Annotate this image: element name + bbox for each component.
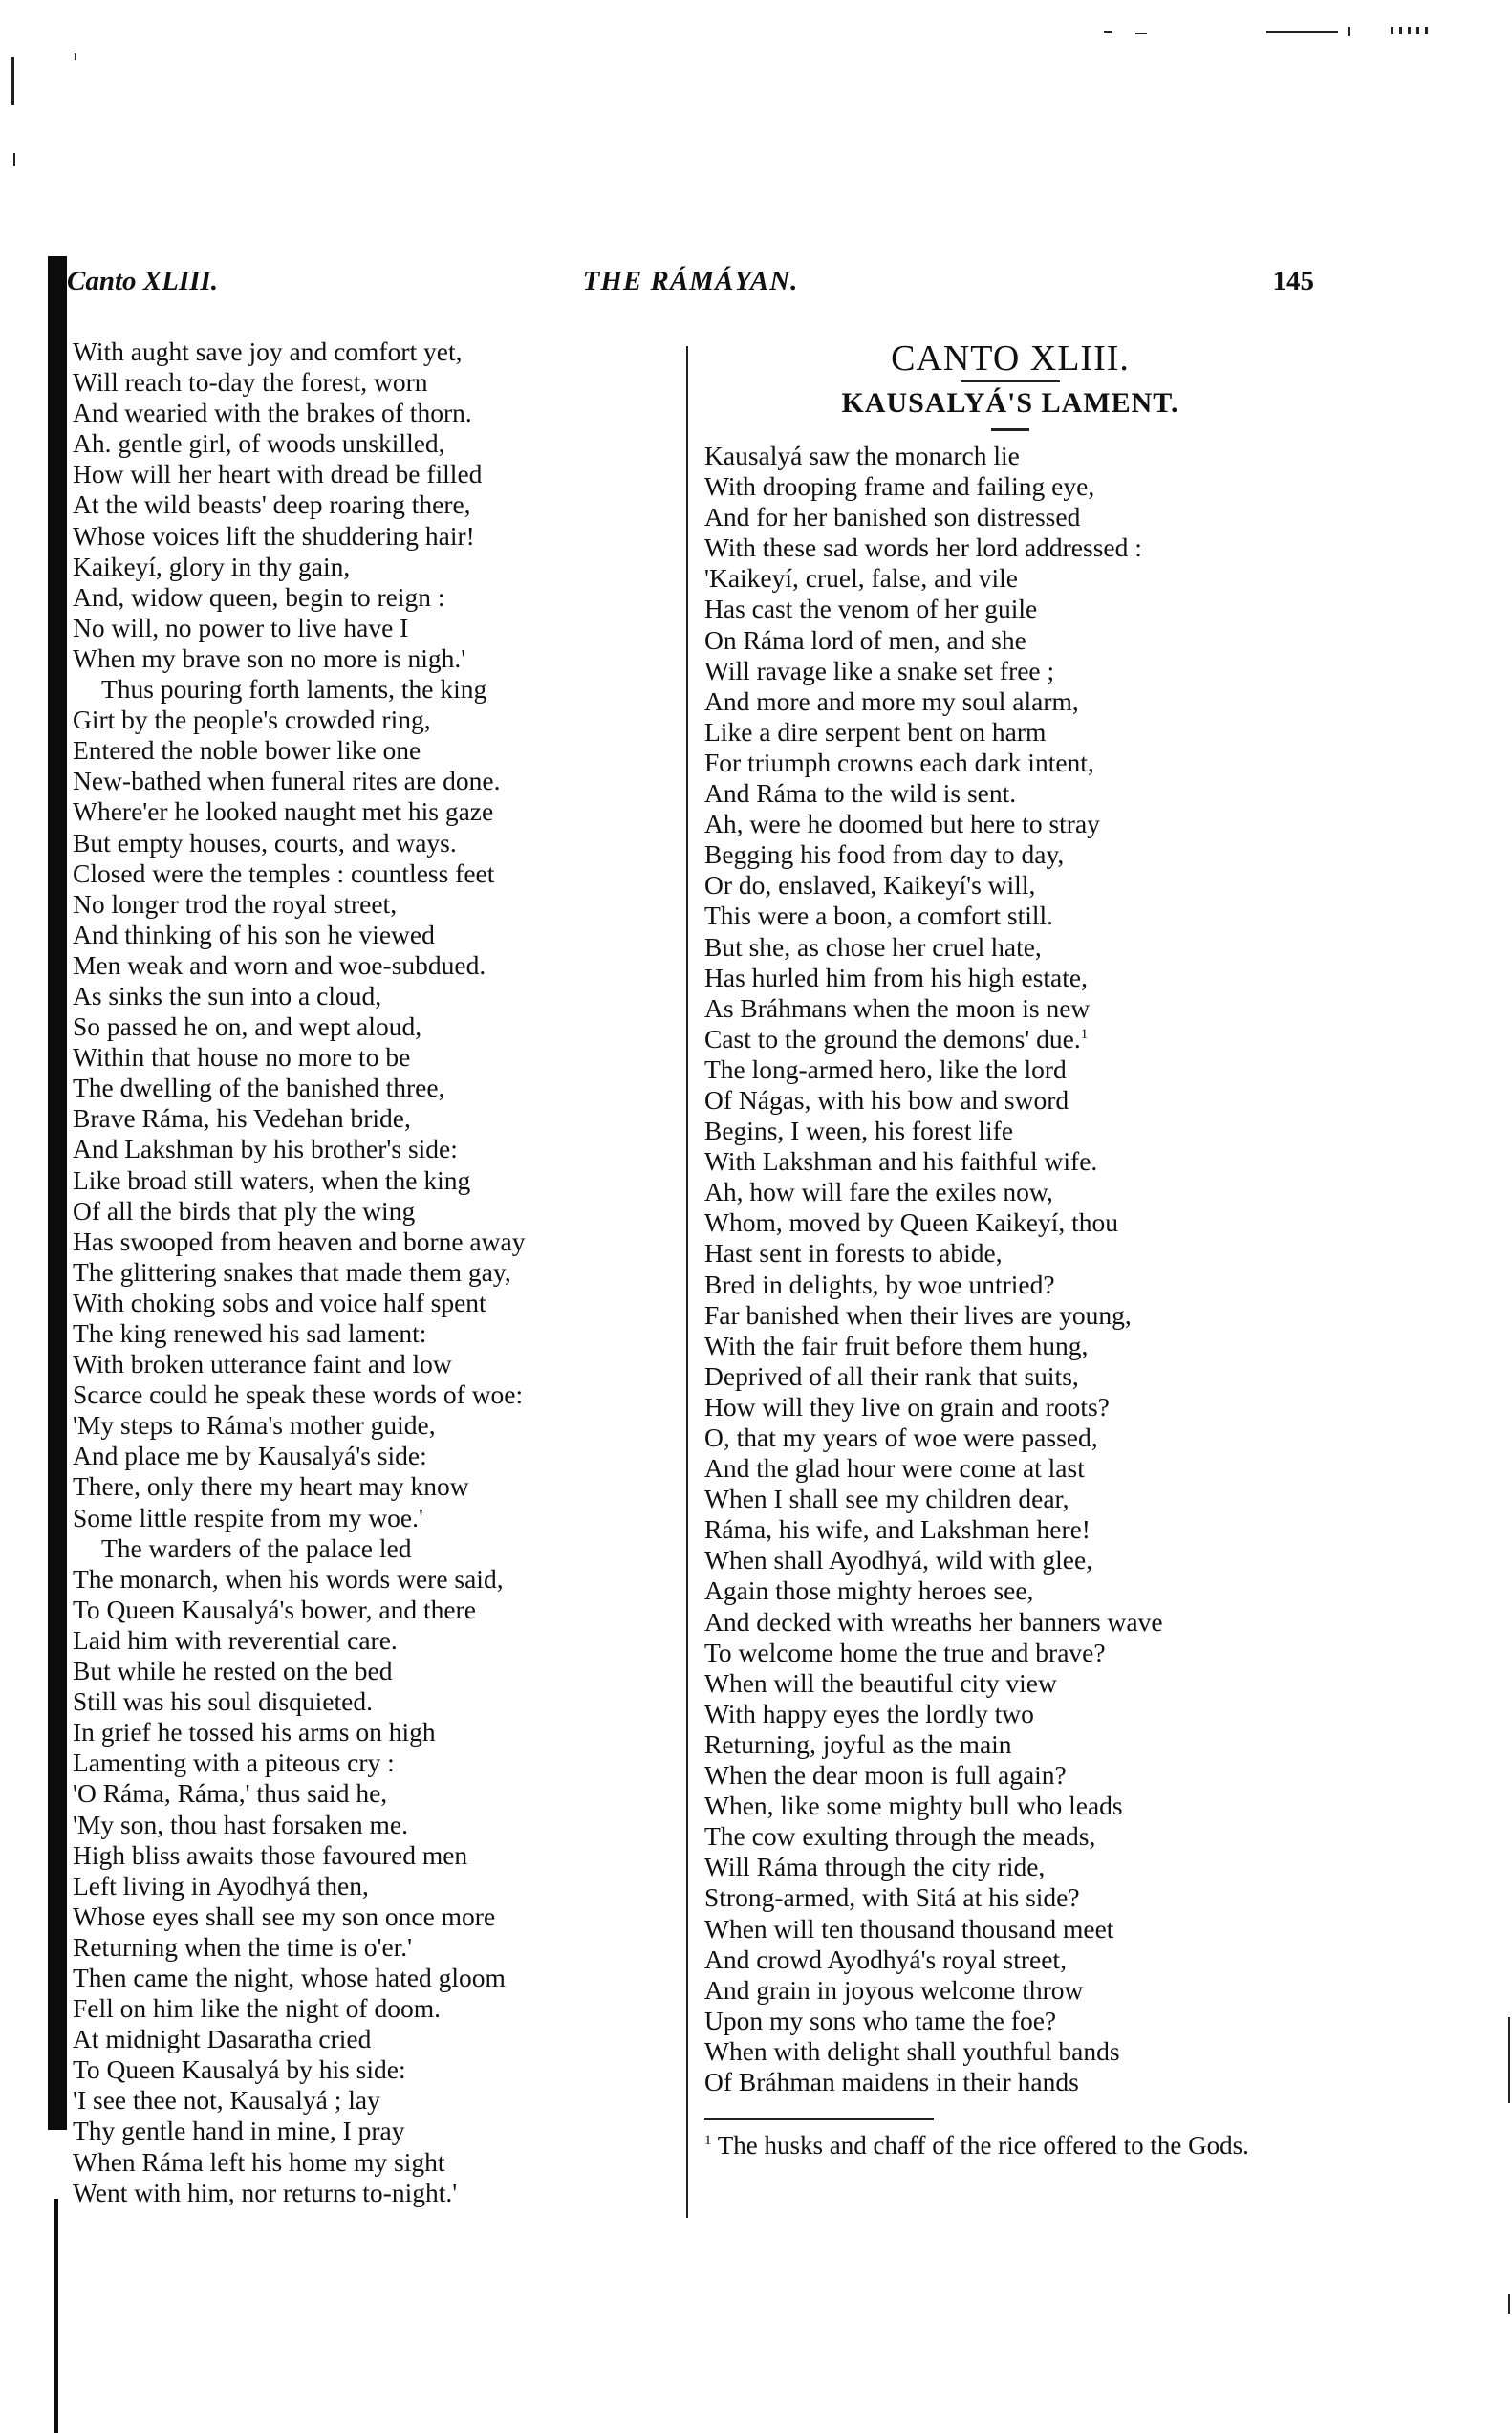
verse-line: Girt by the people's crowded ring, [73, 705, 431, 735]
verse-line: The dwelling of the banished three, [73, 1073, 445, 1103]
scan-edge-mark [1104, 31, 1112, 33]
verse-line: Bred in delights, by woe untried? [704, 1269, 1055, 1299]
verse-line: When shall Ayodhyá, wild with glee, [704, 1545, 1093, 1575]
verse-line: 'O Ráma, Ráma,' thus said he, [73, 1778, 388, 1809]
verse-line: The warders of the palace led [101, 1532, 412, 1563]
verse-line: Upon my sons who tame the foe? [704, 2005, 1057, 2035]
verse-line: But she, as chose her cruel hate, [704, 931, 1042, 962]
verse-line: Has hurled him from his high estate, [704, 962, 1088, 992]
verse-line: Of all the birds that ply the wing [73, 1195, 416, 1226]
footnote [704, 2130, 1316, 2161]
verse-line: When will ten thousand thousand meet [704, 1913, 1114, 1944]
verse-line: Will ravage like a snake set free ; [704, 655, 1055, 685]
verse-line: Ah, how will fare the exiles now, [704, 1177, 1053, 1207]
verse-line: As Bráhmans when the moon is new [704, 992, 1091, 1023]
verse-line: Like a dire serpent bent on harm [704, 716, 1047, 747]
verse-line: And Ráma to the wild is sent. [704, 778, 1017, 809]
verse-line: How will her heart with dread be filled [73, 459, 483, 489]
verse-line: No longer trod the royal street, [73, 888, 398, 919]
verse-line: Thy gentle hand in mine, I pray [73, 2116, 405, 2146]
scan-edge-mark [1348, 27, 1350, 36]
verse-line: Returning, joyful as the main [704, 1728, 1012, 1759]
verse-line: Went with him, nor returns to-night.' [73, 2177, 458, 2207]
verse-line: Will reach to-day the forest, worn [73, 367, 428, 398]
verse-line: Men weak and worn and woe-subdued. [73, 949, 486, 980]
verse-line: When my brave son no more is nigh.' [73, 642, 466, 673]
verse-line: And crowd Ayodhyá's royal street, [704, 1944, 1067, 1974]
verse-line: With broken utterance faint and low [73, 1349, 452, 1379]
verse-line: Thus pouring forth laments, the king [101, 674, 487, 705]
verse-line: When the dear moon is full again? [704, 1760, 1067, 1791]
verse-line: And for her banished son distressed [704, 502, 1081, 532]
scan-edge-mark [11, 57, 14, 105]
verse-line: The glittering snakes that made them gay, [73, 1256, 511, 1287]
verse-line: So passed he on, and wept aloud, [73, 1011, 422, 1042]
verse-line: No will, no power to live have I [73, 612, 409, 642]
column-divider [686, 346, 688, 2218]
verse-line: With the fair fruit before them hung, [704, 1330, 1089, 1360]
verse-line: Brave Ráma, his Vedehan bride, [73, 1103, 411, 1134]
verse-line: Kausalyá saw the monarch lie [704, 441, 1020, 470]
verse-line: But empty houses, courts, and ways. [73, 827, 457, 858]
verse-line: At the wild beasts' deep roaring there, [73, 489, 471, 520]
verse-line: But while he rested on the bed [73, 1656, 393, 1686]
verse-line: 'My son, thou hast forsaken me. [73, 1809, 408, 1839]
verse-line: Left living in Ayodhyá then, [73, 1870, 369, 1901]
canto-subtitle: KAUSALYÁ'S LAMENT. [841, 387, 1179, 419]
verse-line: The king renewed his sad lament: [73, 1318, 427, 1348]
scan-edge-mark [75, 53, 76, 60]
verse-line: The long-armed hero, like the lord [704, 1054, 1067, 1084]
verse-line: Again those mighty heroes see, [704, 1575, 1034, 1606]
verse-line: Or do, enslaved, Kaikeyí's will, [704, 870, 1036, 901]
verse-line: Strong-armed, with Sitá at his side? [704, 1882, 1080, 1913]
verse-line: 'Kaikeyí, cruel, false, and vile [704, 563, 1018, 594]
verse-line: Whose voices lift the shuddering hair! [73, 520, 475, 551]
verse-line: Has swooped from heaven and borne away [73, 1226, 526, 1256]
verse-line: Far banished when their lives are young, [704, 1299, 1132, 1330]
footnote-marker: 1 [704, 2133, 712, 2149]
scan-edge-mark [1508, 2017, 1510, 2103]
verse-line: Of Nágas, with his bow and sword [704, 1084, 1069, 1115]
verse-line: With choking sobs and voice half spent [73, 1287, 486, 1317]
verse-line: As sinks the sun into a cloud, [73, 980, 382, 1010]
right-column [704, 337, 1316, 2161]
page-number: 145 [1272, 266, 1314, 296]
verse-line: Laid him with reverential care. [73, 1624, 398, 1655]
verse-line: On Ráma lord of men, and she [704, 624, 1026, 655]
footnote-text: The husks and chaff of the rice offered to the Gods. [717, 2131, 1249, 2161]
verse-line: Entered the noble bower like one [73, 735, 421, 766]
verse-line: And, widow queen, begin to reign : [73, 581, 445, 612]
scan-edge-mark [1391, 27, 1429, 34]
verse-line: High bliss awaits those favoured men [73, 1839, 468, 1870]
running-head [67, 266, 1314, 308]
verse-line: And wearied with the brakes of thorn. [73, 398, 472, 428]
title-rule [961, 380, 1060, 382]
verse-line: With Lakshman and his faithful wife. [704, 1146, 1098, 1177]
scan-edge-mark [1135, 33, 1147, 34]
verse-line: Then came the night, whose hated gloom [73, 1962, 506, 1992]
verse-line: Where'er he looked naught met his gaze [73, 796, 494, 827]
verse-line: In grief he tossed his arms on high [73, 1717, 436, 1748]
verse-line: Hast sent in forests to abide, [704, 1238, 1003, 1269]
verse-line: To welcome home the true and brave? [704, 1637, 1106, 1667]
binding-shadow [48, 256, 67, 2130]
verse-line: And more and more my soul alarm, [704, 685, 1079, 716]
verse-line: Ráma, his wife, and Lakshman here! [704, 1514, 1091, 1545]
verse-line: 'My steps to Ráma's mother guide, [73, 1410, 436, 1441]
verse-line: At midnight Dasaratha cried [73, 2024, 372, 2054]
verse-line: With these sad words her lord addressed : [704, 532, 1142, 563]
verse-line: When I shall see my children dear, [704, 1484, 1069, 1514]
verse-line: Returning when the time is o'er.' [73, 1931, 413, 1962]
verse-line: There, only there my heart may know [73, 1471, 469, 1502]
verse-line: Deprived of all their rank that suits, [704, 1360, 1079, 1391]
verse-line: This were a boon, a comfort still. [704, 901, 1054, 931]
verse-line: When Ráma left his home my sight [73, 2146, 445, 2177]
verse-line: Whose eyes shall see my son once more [73, 1901, 496, 1931]
canto-title: CANTO XLIII. [891, 338, 1130, 379]
verse-line: Some little respite from my woe.' [73, 1502, 423, 1532]
scan-edge-mark [1266, 31, 1338, 33]
verse-line: To Queen Kausalyá by his side: [73, 2054, 406, 2085]
running-head-canto: Canto XLIII. [67, 266, 218, 296]
verse-line: Kaikeyí, glory in thy gain, [73, 551, 351, 581]
verse-line: And Lakshman by his brother's side: [73, 1134, 458, 1164]
verse-line: Has cast the venom of her guile [704, 594, 1038, 624]
verse-line: With happy eyes the lordly two [704, 1698, 1034, 1728]
footnote-rule [704, 2118, 934, 2120]
verse-line: Ah, were he doomed but here to stray [704, 809, 1100, 839]
verse-line: For triumph crowns each dark intent, [704, 747, 1094, 777]
verse-line: Of Bráhman maidens in their hands [704, 2066, 1079, 2096]
verse-line: When will the beautiful city view [704, 1667, 1057, 1698]
verse-line: And the glad hour were come at last [704, 1453, 1085, 1484]
verse-line: Within that house no more to be [73, 1042, 411, 1073]
running-head-title: THE RÁMÁYAN. [582, 266, 799, 296]
verse-line: 'I see thee not, Kausalyá ; lay [73, 2085, 380, 2116]
verse-line: The monarch, when his words were said, [73, 1563, 504, 1594]
verse-line: Lamenting with a piteous cry : [73, 1748, 395, 1778]
verse-line: And decked with wreaths her banners wave [704, 1606, 1163, 1637]
verse-line: Like broad still waters, when the king [73, 1164, 471, 1195]
verse-line: When with delight shall youthful bands [704, 2035, 1120, 2066]
footnote-ref: 1 [1080, 1026, 1089, 1042]
verse-line: O, that my years of woe were passed, [704, 1423, 1098, 1452]
verse-line: Whom, moved by Queen Kaikeyí, thou [704, 1207, 1119, 1238]
verse-line: New-bathed when funeral rites are done. [73, 766, 501, 796]
left-column [73, 337, 675, 2208]
verse-line: With drooping frame and failing eye, [704, 471, 1095, 502]
verse-line: The cow exulting through the meads, [704, 1821, 1096, 1852]
verse-line: Cast to the ground the demons' due.$^1$ [704, 1023, 1089, 1054]
verse-line: Begins, I ween, his forest life [704, 1116, 1014, 1146]
right-verse [704, 441, 1316, 2097]
verse-line: And place me by Kausalyá's side: [73, 1441, 427, 1471]
verse-line: Begging his food from day to day, [704, 839, 1065, 870]
verse-line: Closed were the temples : countless feet [73, 858, 495, 888]
subtitle-rule [991, 428, 1029, 431]
verse-line: Ah. gentle girl, of woods unskilled, [73, 428, 445, 459]
verse-line: Still was his soul disquieted. [73, 1686, 373, 1717]
verse-line: And grain in joyous welcome throw [704, 1974, 1084, 2005]
scan-edge-mark [1508, 2294, 1510, 2314]
verse-line: How will they live on grain and roots? [704, 1391, 1110, 1422]
verse-line: With aught save joy and comfort yet, [73, 337, 463, 366]
verse-line: Fell on him like the night of doom. [73, 1993, 441, 2024]
verse-line: To Queen Kausalyá's bower, and there [73, 1594, 476, 1624]
verse-line: Scarce could he speak these words of woe: [73, 1379, 524, 1410]
verse-line: When, like some mighty bull who leads [704, 1791, 1123, 1821]
scan-edge-mark [13, 153, 15, 166]
verse-line: Will Ráma through the city ride, [704, 1852, 1046, 1882]
verse-line: And thinking of his son he viewed [73, 919, 435, 949]
binding-shadow [54, 2199, 58, 2433]
